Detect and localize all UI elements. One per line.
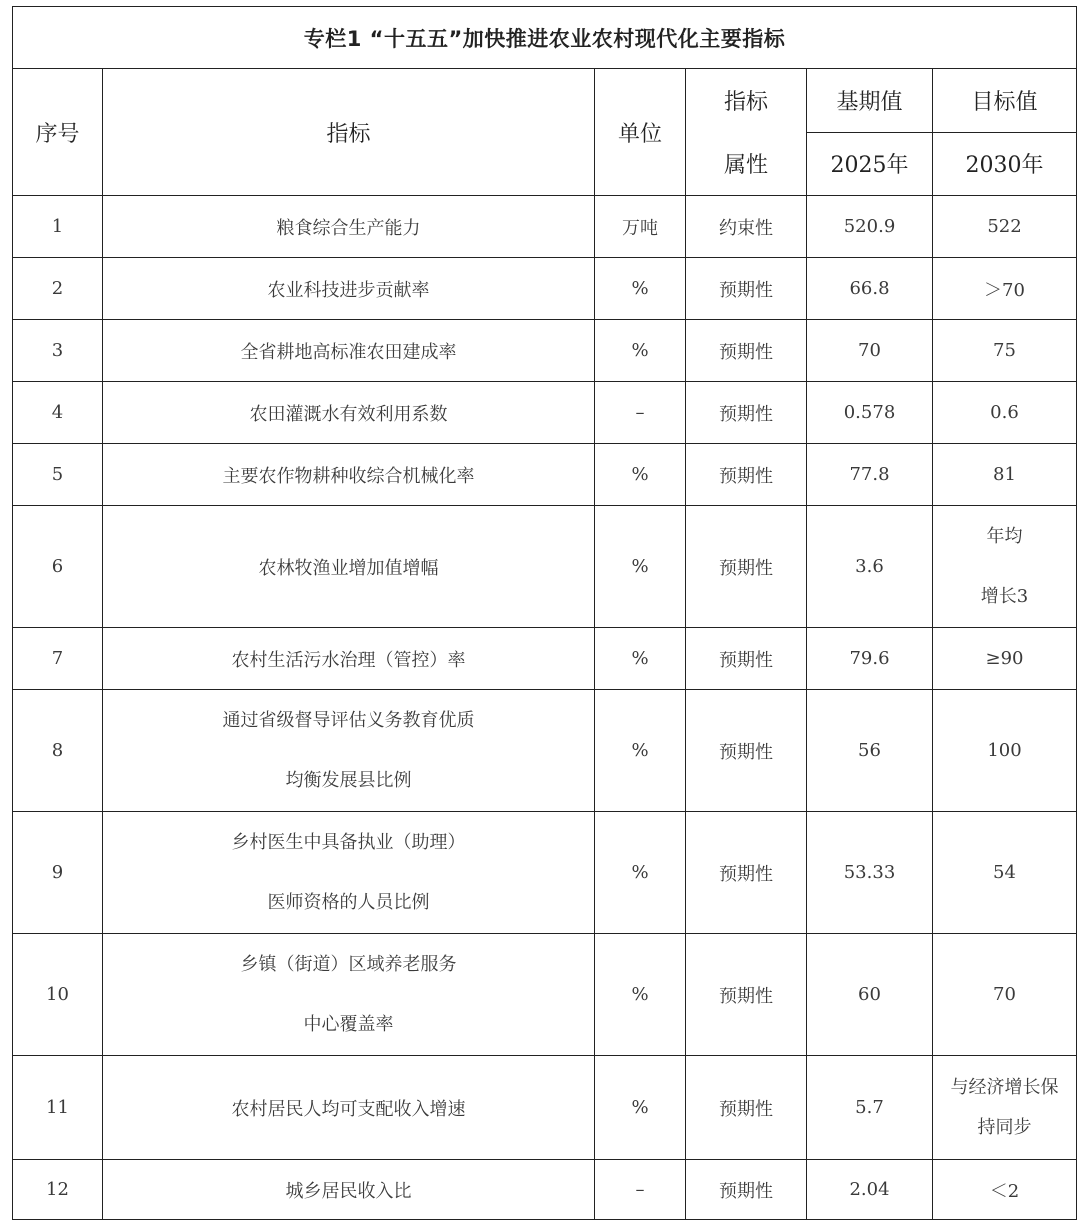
row-seq: 12 xyxy=(13,1160,103,1220)
row-unit: % xyxy=(595,690,686,812)
row-target-line: 增长3 xyxy=(980,585,1029,607)
indicator-table xyxy=(12,6,1077,1220)
row-unit: % xyxy=(595,320,686,382)
row-attr: 预期性 xyxy=(686,258,807,320)
row-attr: 约束性 xyxy=(686,196,807,258)
row-indicator: 农村生活污水治理（管控）率 xyxy=(103,628,595,690)
table-row xyxy=(13,812,1077,934)
row-base: 70 xyxy=(807,320,933,382)
row-unit: – xyxy=(595,382,686,444)
row-base: 66.8 xyxy=(807,258,933,320)
row-base: 0.578 xyxy=(807,382,933,444)
row-unit: % xyxy=(595,1056,686,1160)
row-target: ＞70 xyxy=(933,258,1077,320)
table-row xyxy=(13,506,1077,628)
header-target-label: 目标值 xyxy=(933,69,1077,133)
row-indicator: 全省耕地高标准农田建成率 xyxy=(103,320,595,382)
caption-row xyxy=(13,7,1077,69)
table-body xyxy=(13,7,1077,1220)
row-attr: 预期性 xyxy=(686,382,807,444)
row-attr: 预期性 xyxy=(686,812,807,934)
row-base: 5.7 xyxy=(807,1056,933,1160)
row-attr: 预期性 xyxy=(686,1160,807,1220)
header-attr-line2: 属性 xyxy=(723,153,768,178)
header-base-label: 基期值 xyxy=(807,69,933,133)
row-base: 60 xyxy=(807,934,933,1056)
row-base: 56 xyxy=(807,690,933,812)
header-base-year: 2025年 xyxy=(807,132,933,196)
header-row-1 xyxy=(13,69,1077,133)
row-base: 79.6 xyxy=(807,628,933,690)
row-seq: 6 xyxy=(13,506,103,628)
row-attr: 预期性 xyxy=(686,506,807,628)
table-row xyxy=(13,320,1077,382)
row-unit: % xyxy=(595,628,686,690)
row-target: 0.6 xyxy=(933,382,1077,444)
row-target-line: 年均 xyxy=(986,525,1023,547)
row-unit: % xyxy=(595,506,686,628)
row-attr: 预期性 xyxy=(686,1056,807,1160)
header-unit: 单位 xyxy=(595,69,686,196)
table-row xyxy=(13,196,1077,258)
row-attr: 预期性 xyxy=(686,628,807,690)
row-indicator-line: 中心覆盖率 xyxy=(303,1013,394,1035)
row-base: 53.33 xyxy=(807,812,933,934)
row-seq: 1 xyxy=(13,196,103,258)
row-indicator-line: 乡镇（街道）区域养老服务 xyxy=(240,953,457,975)
row-unit: % xyxy=(595,258,686,320)
row-target: 75 xyxy=(933,320,1077,382)
row-unit: 万吨 xyxy=(595,196,686,258)
table-row xyxy=(13,1160,1077,1220)
row-indicator: 农田灌溉水有效利用系数 xyxy=(103,382,595,444)
row-seq: 2 xyxy=(13,258,103,320)
row-unit: % xyxy=(595,934,686,1056)
header-attr-line1: 指标 xyxy=(723,90,768,115)
row-indicator-line: 医师资格的人员比例 xyxy=(267,891,430,913)
row-target: 70 xyxy=(933,934,1077,1056)
row-target xyxy=(933,506,1077,628)
row-indicator-line: 通过省级督导评估义务教育优质 xyxy=(222,709,475,731)
row-indicator-line: 均衡发展县比例 xyxy=(285,769,412,791)
row-attr: 预期性 xyxy=(686,320,807,382)
row-attr: 预期性 xyxy=(686,690,807,812)
header-seq: 序号 xyxy=(13,69,103,196)
row-indicator: 农村居民人均可支配收入增速 xyxy=(103,1056,595,1160)
header-target-year: 2030年 xyxy=(933,132,1077,196)
row-seq: 11 xyxy=(13,1056,103,1160)
row-attr: 预期性 xyxy=(686,444,807,506)
header-indicator: 指标 xyxy=(103,69,595,196)
table-row xyxy=(13,690,1077,812)
row-indicator: 农业科技进步贡献率 xyxy=(103,258,595,320)
row-target-line: 与经济增长保 xyxy=(950,1076,1059,1098)
header-attr xyxy=(686,69,807,196)
row-indicator: 粮食综合生产能力 xyxy=(103,196,595,258)
table-caption: 专栏1 “十五五”加快推进农业农村现代化主要指标 xyxy=(13,7,1077,69)
row-seq: 5 xyxy=(13,444,103,506)
row-base: 3.6 xyxy=(807,506,933,628)
row-base: 77.8 xyxy=(807,444,933,506)
row-seq: 8 xyxy=(13,690,103,812)
table-row xyxy=(13,934,1077,1056)
row-unit: – xyxy=(595,1160,686,1220)
row-indicator xyxy=(103,812,595,934)
row-base: 520.9 xyxy=(807,196,933,258)
row-indicator xyxy=(103,934,595,1056)
row-unit: % xyxy=(595,444,686,506)
row-attr: 预期性 xyxy=(686,934,807,1056)
row-indicator: 主要农作物耕种收综合机械化率 xyxy=(103,444,595,506)
table-row xyxy=(13,444,1077,506)
row-seq: 9 xyxy=(13,812,103,934)
row-unit: % xyxy=(595,812,686,934)
row-indicator xyxy=(103,690,595,812)
row-seq: 10 xyxy=(13,934,103,1056)
row-indicator: 城乡居民收入比 xyxy=(103,1160,595,1220)
row-indicator: 农林牧渔业增加值增幅 xyxy=(103,506,595,628)
row-seq: 7 xyxy=(13,628,103,690)
row-indicator-line: 乡村医生中具备执业（助理） xyxy=(231,831,466,853)
row-target: 54 xyxy=(933,812,1077,934)
row-target: 100 xyxy=(933,690,1077,812)
row-target: 522 xyxy=(933,196,1077,258)
table-row xyxy=(13,1056,1077,1160)
row-target: ＜2 xyxy=(933,1160,1077,1220)
table-row xyxy=(13,382,1077,444)
row-target xyxy=(933,1056,1077,1160)
row-seq: 3 xyxy=(13,320,103,382)
row-target: 81 xyxy=(933,444,1077,506)
row-target: ≥90 xyxy=(933,628,1077,690)
row-target-line: 持同步 xyxy=(977,1116,1032,1138)
table-row xyxy=(13,258,1077,320)
table-row xyxy=(13,628,1077,690)
row-base: 2.04 xyxy=(807,1160,933,1220)
row-seq: 4 xyxy=(13,382,103,444)
